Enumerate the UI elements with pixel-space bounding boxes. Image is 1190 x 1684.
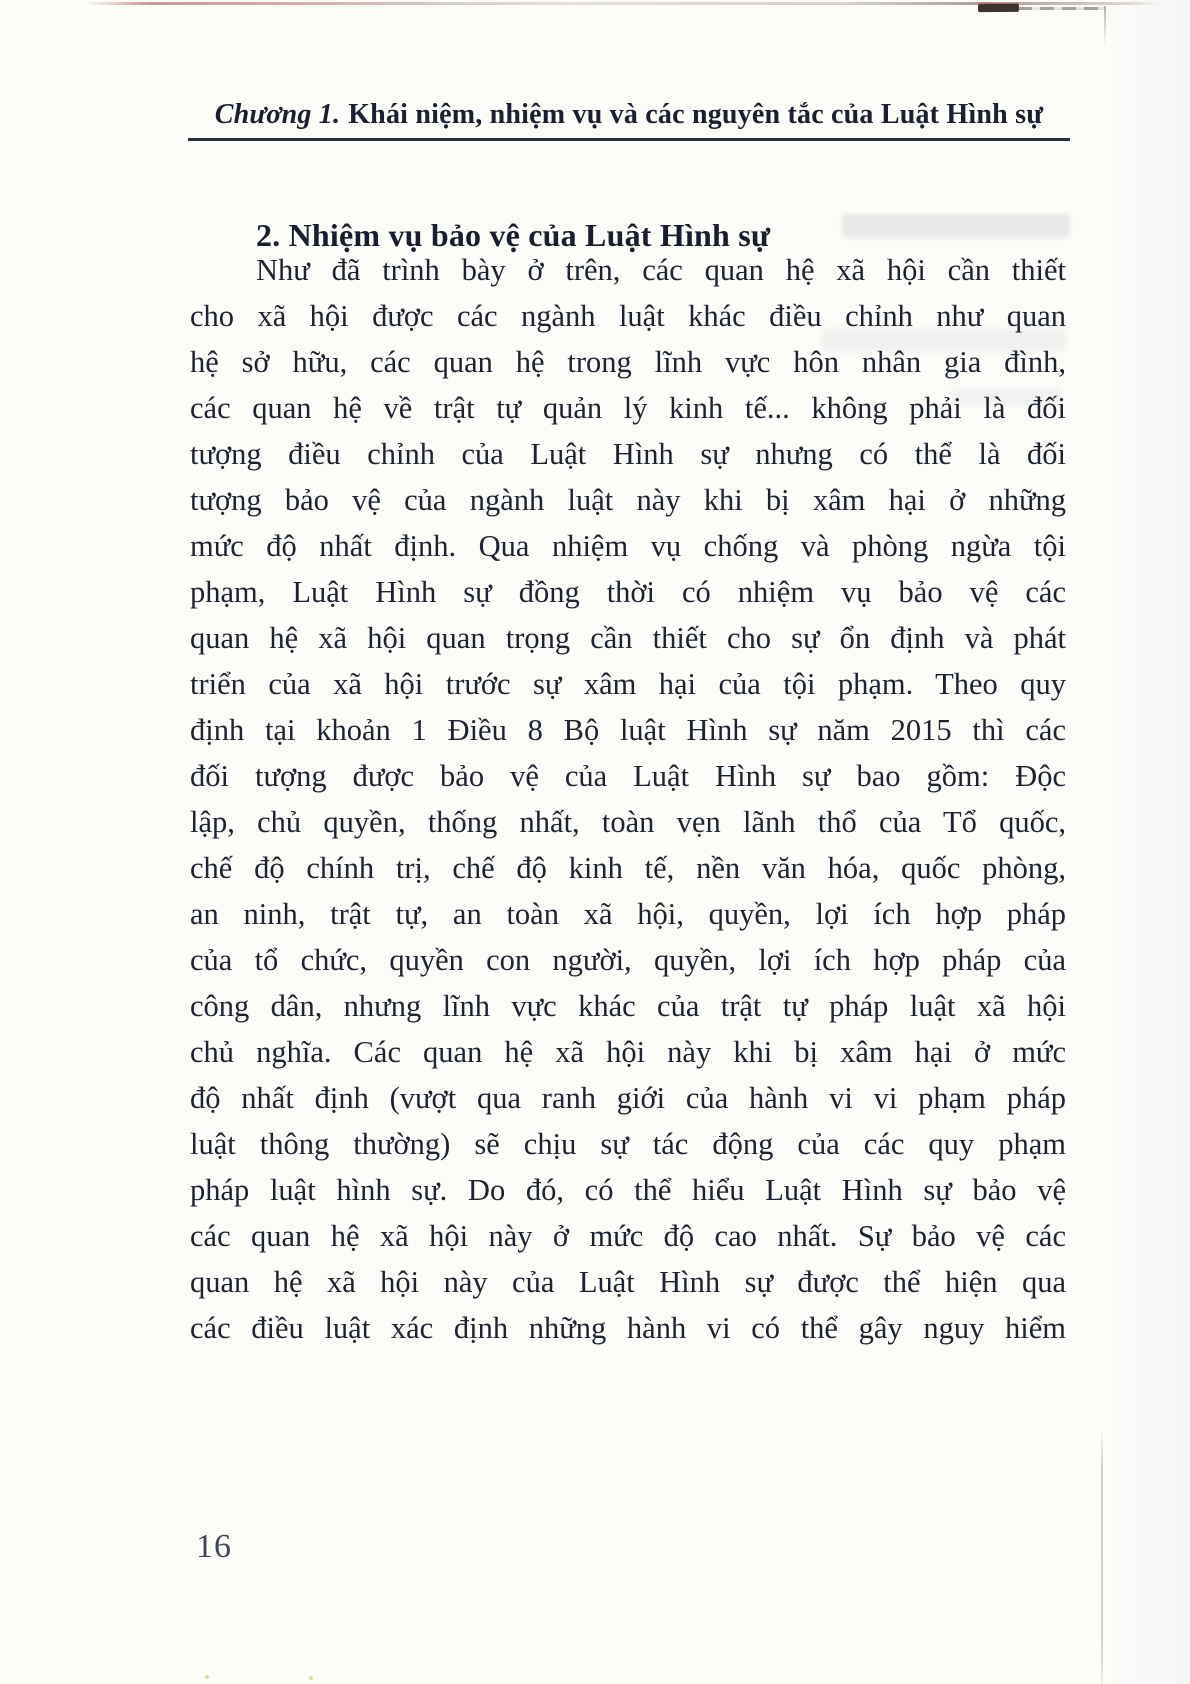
- bleedthrough-ghost: [842, 214, 1070, 238]
- scan-artifact-smudge-tail: [1018, 7, 1106, 10]
- scan-speck: [205, 1675, 209, 1679]
- scan-artifact-corner-smudge: [978, 4, 1019, 12]
- body-line: tượng bảo vệ của ngành luật này khi bị xâm hại ở những: [190, 483, 1066, 517]
- body-line: công dân, nhưng lĩnh vực khác của trật tự pháp luật xã hội: [190, 989, 1066, 1023]
- body-line: độ nhất định (vượt qua ranh giới của hành vi vi phạm pháp: [190, 1081, 1066, 1115]
- page-number: 16: [196, 1528, 232, 1565]
- section-heading: 2. Nhiệm vụ bảo vệ của Luật Hình sự: [256, 216, 771, 253]
- body-line: các quan hệ về trật tự quản lý kinh tế... không phải là đối: [190, 391, 1066, 425]
- body-line: chủ nghĩa. Các quan hệ xã hội này khi bị xâm hại ở mức: [190, 1035, 1066, 1069]
- body-line: triển của xã hội trước sự xâm hại của tội phạm. Theo quy: [190, 667, 1066, 701]
- running-header: [188, 99, 1070, 141]
- body-line: hệ sở hữu, các quan hệ trong lĩnh vực hôn nhân gia đình,: [190, 345, 1066, 379]
- body-line: phạm, Luật Hình sự đồng thời có nhiệm vụ bảo vệ các: [190, 575, 1066, 609]
- body-line: mức độ nhất định. Qua nhiệm vụ chống và phòng ngừa tội: [190, 529, 1066, 563]
- body-line: các quan hệ xã hội này ở mức độ cao nhất. Sự bảo vệ các: [190, 1219, 1066, 1253]
- body-line: của tổ chức, quyền con người, quyền, lợi ích hợp pháp của: [190, 943, 1066, 977]
- body-line: pháp luật hình sự. Do đó, có thể hiểu Luật Hình sự bảo vệ: [190, 1173, 1066, 1207]
- body-line: luật thông thường) sẽ chịu sự tác động của các quy phạm: [190, 1127, 1066, 1161]
- body-line: lập, chủ quyền, thống nhất, toàn vẹn lãnh thổ của Tổ quốc,: [190, 805, 1066, 839]
- chapter-label: Chương 1.: [214, 99, 341, 130]
- chapter-title: Khái niệm, nhiệm vụ và các nguyên tắc của Luật Hình sự: [348, 99, 1044, 130]
- scan-artifact-bottom-edge-line: [1101, 1428, 1103, 1684]
- scan-speck: [309, 1676, 313, 1680]
- body-line: định tại khoản 1 Điều 8 Bộ luật Hình sự năm 2015 thì các: [190, 713, 1066, 747]
- body-line: các điều luật xác định những hành vi có thể gây nguy hiểm: [190, 1311, 1066, 1345]
- body-paragraph: [190, 247, 1066, 1351]
- body-line: an ninh, trật tự, an toàn xã hội, quyền, lợi ích hợp pháp: [190, 897, 1066, 931]
- body-line: quan hệ xã hội này của Luật Hình sự được thể hiện qua: [190, 1265, 1066, 1299]
- body-line: tượng điều chỉnh của Luật Hình sự nhưng có thể là đối: [190, 437, 1066, 471]
- page-edge-tint: [1103, 0, 1190, 1684]
- body-line: chế độ chính trị, chế độ kinh tế, nền văn hóa, quốc phòng,: [190, 851, 1066, 885]
- scan-artifact-corner-line: [1104, 6, 1106, 46]
- body-line: Như đã trình bày ở trên, các quan hệ xã hội cần thiết: [256, 253, 1066, 287]
- body-line: đối tượng được bảo vệ của Luật Hình sự bao gồm: Độc: [190, 759, 1066, 793]
- body-line: quan hệ xã hội quan trọng cần thiết cho sự ổn định và phát: [190, 621, 1066, 655]
- body-line: cho xã hội được các ngành luật khác điều chỉnh như quan: [190, 299, 1066, 333]
